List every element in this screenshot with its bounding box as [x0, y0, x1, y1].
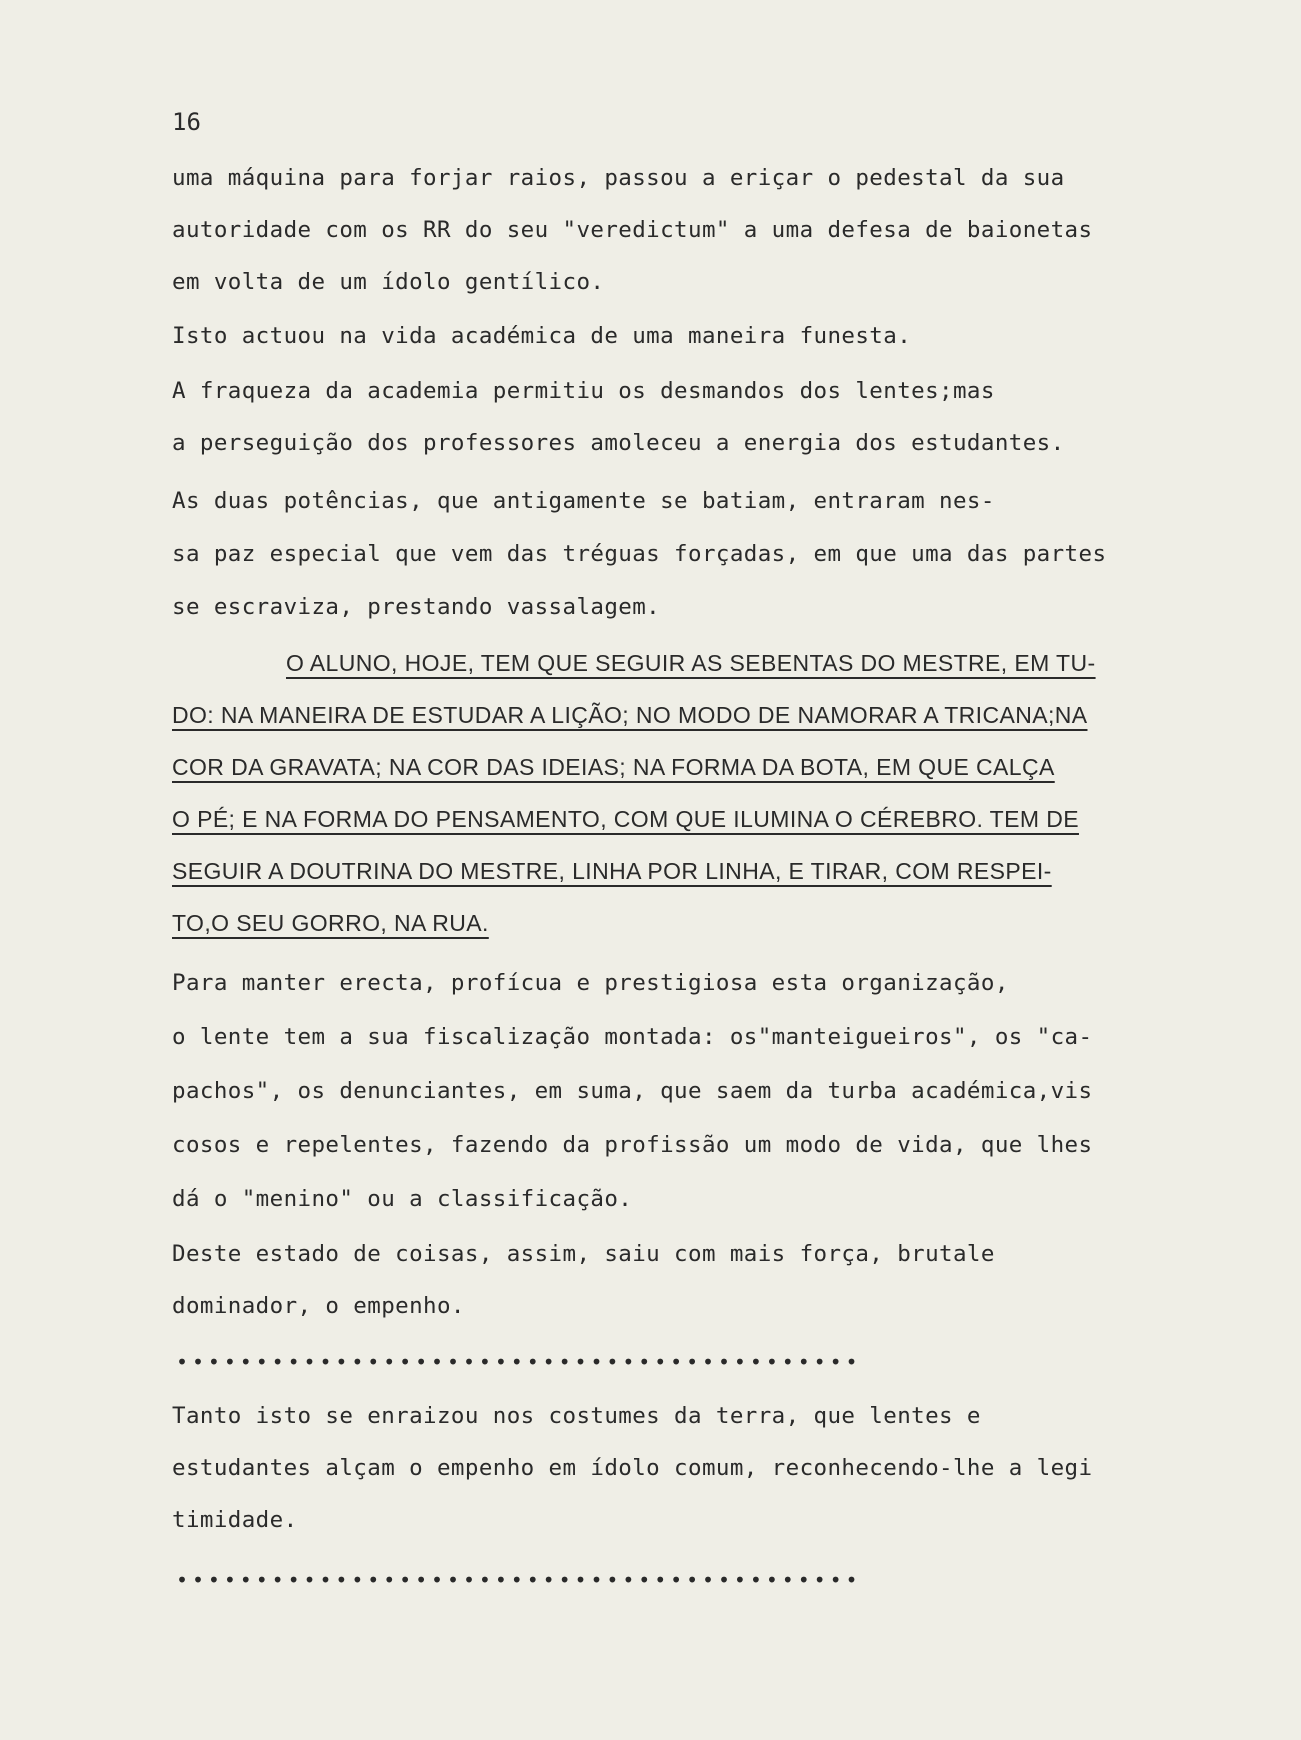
page-number: 16: [172, 108, 201, 136]
caps-line: O ALUNO, HOJE, TEM QUE SEGUIR AS SEBENTAS DO MESTRE, EM TU-: [286, 650, 1096, 676]
text-line: a perseguição dos professores amoleceu a energia dos estudantes.: [172, 430, 1065, 456]
caps-line: O PÉ; E NA FORMA DO PENSAMENTO, COM QUE ILUMINA O CÉREBRO. TEM DE: [172, 806, 1079, 832]
text-line: dá o "menino" ou a classificação.: [172, 1186, 633, 1212]
text-line: cosos e repelentes, fazendo da profissão um modo de vida, que lhes: [172, 1132, 1093, 1158]
text-line: se escraviza, prestando vassalagem.: [172, 594, 661, 620]
caps-line: COR DA GRAVATA; NA COR DAS IDEIAS; NA FORMA DA BOTA, EM QUE CALÇA: [172, 754, 1055, 780]
text-line: Tanto isto se enraizou nos costumes da terra, que lentes e: [172, 1403, 981, 1429]
caps-line: TO,O SEU GORRO, NA RUA.: [172, 910, 489, 936]
text-line: dominador, o empenho.: [172, 1293, 465, 1319]
text-line: autoridade com os RR do seu "veredictum" a uma defesa de baionetas: [172, 217, 1093, 243]
text-line: timidade.: [172, 1507, 298, 1533]
text-line: uma máquina para forjar raios, passou a eriçar o pedestal da sua: [172, 165, 1065, 191]
text-line: o lente tem a sua fiscalização montada: os"manteigueiros", os "ca-: [172, 1024, 1093, 1050]
text-line: estudantes alçam o empenho em ídolo comum, reconhecendo-lhe a legi: [172, 1455, 1093, 1481]
text-line: As duas potências, que antigamente se batiam, entraram nes-: [172, 488, 995, 514]
caps-line: SEGUIR A DOUTRINA DO MESTRE, LINHA POR LINHA, E TIRAR, COM RESPEI-: [172, 858, 1052, 884]
text-line: A fraqueza da academia permitiu os desmandos dos lentes;mas: [172, 378, 995, 404]
text-line: sa paz especial que vem das tréguas forçadas, em que uma das partes: [172, 541, 1107, 567]
dotted-separator: •••••••••••••••••••••••••••••••••••••••••••: [176, 1568, 862, 1592]
text-line: em volta de um ídolo gentílico.: [172, 269, 605, 295]
caps-line: DO: NA MANEIRA DE ESTUDAR A LIÇÃO; NO MODO DE NAMORAR A TRICANA;NA: [172, 702, 1088, 728]
text-line: Deste estado de coisas, assim, saiu com mais força, brutale: [172, 1241, 995, 1267]
text-line: Isto actuou na vida académica de uma maneira funesta.: [172, 323, 912, 349]
text-line: pachos", os denunciantes, em suma, que saem da turba académica,vis: [172, 1078, 1093, 1104]
dotted-separator: •••••••••••••••••••••••••••••••••••••••••••: [176, 1350, 862, 1374]
text-line: Para manter erecta, profícua e prestigiosa esta organização,: [172, 970, 1009, 996]
